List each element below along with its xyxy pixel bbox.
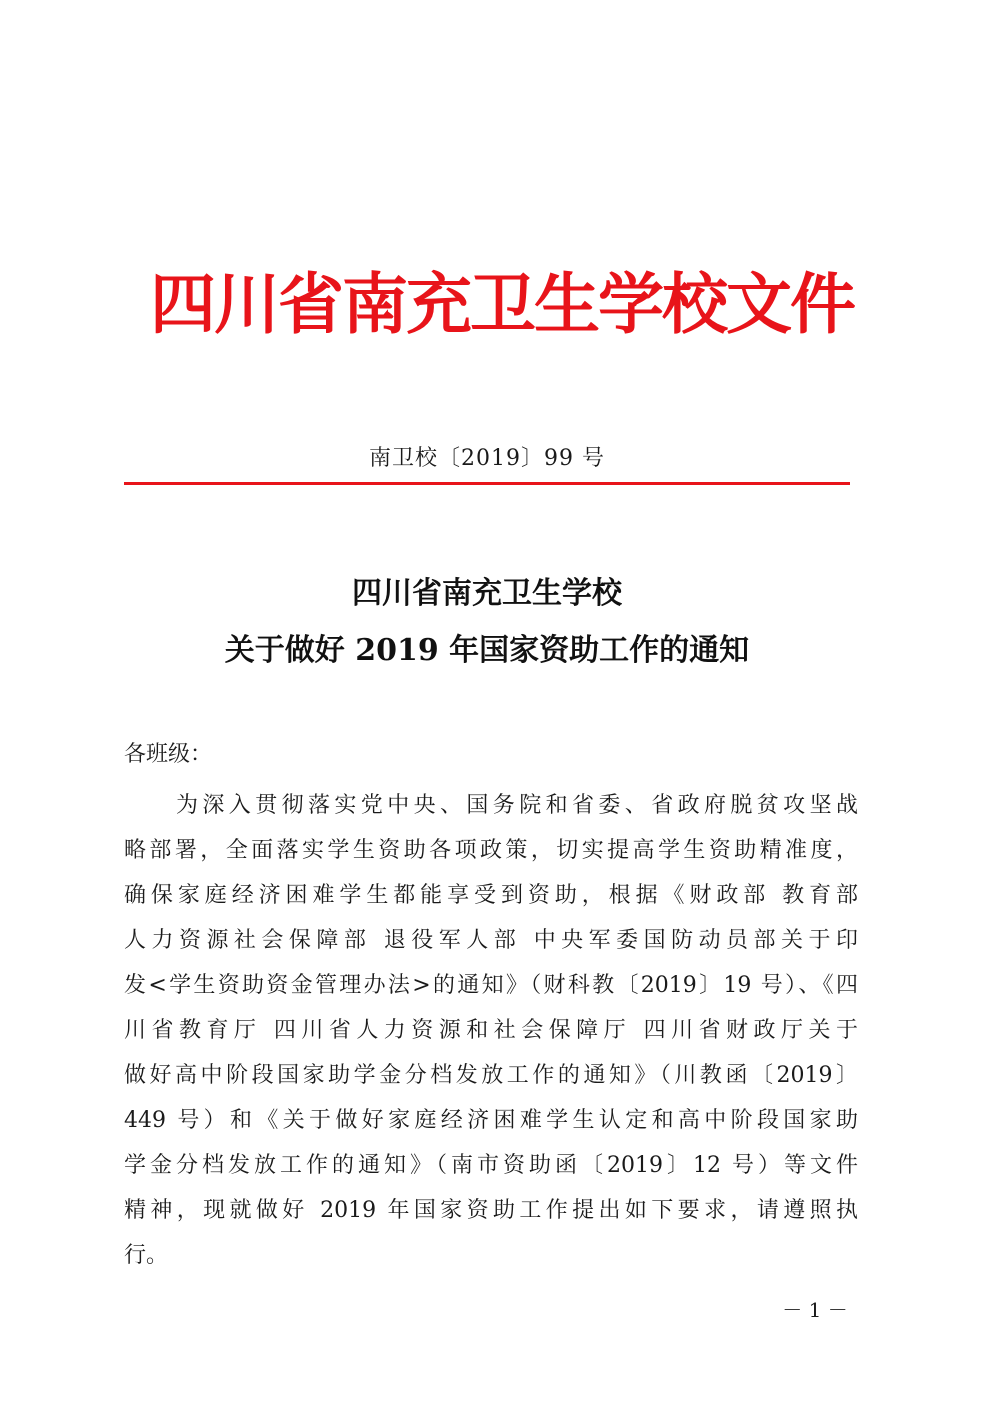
red-divider-line <box>124 482 850 485</box>
body-line: 为深入贯彻落实党中央、国务院和省委、省政府脱贫攻坚战 <box>176 793 858 818</box>
page-number: － 1 － <box>782 1298 848 1322</box>
body-line: 略部署，全面落实学生资助各项政策，切实提高学生资助精准度， <box>124 838 858 863</box>
notice-title-line-2: 关于做好 2019 年国家资助工作的通知 <box>224 633 750 668</box>
body-line: 川省教育厅 四川省人力资源和社会保障厅 四川省财政厅关于 <box>124 1018 858 1043</box>
body-line: 精神，现就做好 2019 年国家资助工作提出如下要求，请遵照执 <box>124 1198 858 1223</box>
body-line: 学金分档发放工作的通知》（南市资助函〔2019〕12 号）等文件 <box>124 1153 858 1178</box>
body-line: 发<学生资助资金管理办法>的通知》（财科教〔2019〕19 号）、《四 <box>124 973 858 998</box>
body-line: 行。 <box>124 1243 169 1268</box>
body-line: 449 号）和《关于做好家庭经济困难学生认定和高中阶段国家助 <box>124 1108 858 1133</box>
salutation: 各班级： <box>124 742 213 767</box>
document-masthead: 四川省南充卫生学校文件 <box>150 266 854 343</box>
body-line: 做好高中阶段国家助学金分档发放工作的通知》（川教函〔2019〕 <box>124 1063 858 1088</box>
body-line: 确保家庭经济困难学生都能享受到资助，根据《财政部 教育部 <box>124 883 858 908</box>
document-number: 南卫校〔2019〕99 号 <box>369 446 605 471</box>
body-line: 人力资源社会保障部 退役军人部 中央军委国防动员部关于印 <box>124 928 858 953</box>
notice-title-line-1: 四川省南充卫生学校 <box>352 576 622 611</box>
